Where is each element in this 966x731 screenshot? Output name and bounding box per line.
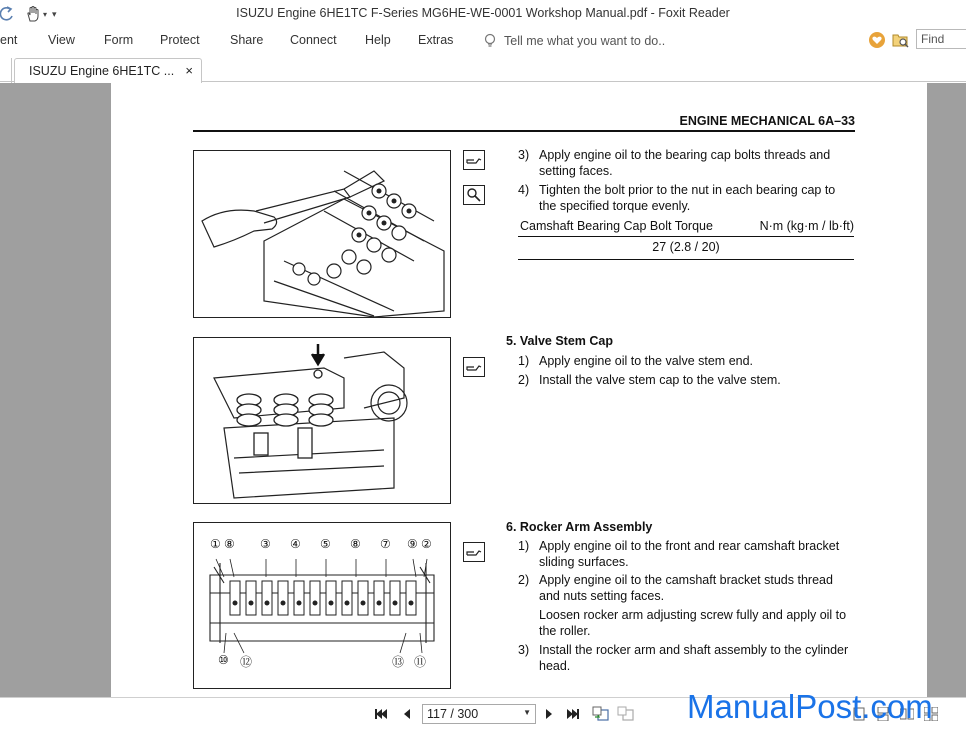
- torque-label: Camshaft Bearing Cap Bolt Torque: [520, 219, 713, 233]
- next-view-icon[interactable]: [617, 706, 635, 722]
- torque-spec-header: [520, 219, 854, 233]
- menu-form[interactable]: Form: [104, 33, 134, 47]
- last-page-icon[interactable]: [566, 707, 580, 721]
- page-dropdown-icon[interactable]: ▼: [523, 708, 531, 717]
- torque-unit: N·m (kg·m / lb·ft): [759, 219, 854, 233]
- previous-page-icon[interactable]: [400, 707, 414, 721]
- window-title: ISUZU Engine 6HE1TC F-Series MG6HE-WE-0001 Workshop Manual.pdf - Foxit Reader: [236, 6, 730, 20]
- oil-can-icon-rocker: [463, 542, 485, 562]
- tell-me-search[interactable]: [484, 33, 665, 49]
- hand-tool-dropdown-icon[interactable]: ▾: [43, 9, 48, 19]
- figure-valve-stem-cap: [193, 337, 451, 504]
- watermark-text: ManualPost.com: [687, 688, 933, 725]
- rocker-labels-top: ① ⑧ ③ ④ ⑤ ⑧ ⑦ ⑨ ②: [210, 537, 432, 551]
- menu-share[interactable]: Share: [230, 33, 264, 47]
- pdf-page: ENGINE MECHANICAL 6A–33 3) Apply engine oil to the bearing cap bolts threads and setting faces. 4) Tighten the bolt prior to the nut in each bearing cap to the specified torque evenly. Camshaft Bearing Cap Bolt Torque N·m (kg·m / lb·ft) 27 (2.8 / 20) 5. Valve Stem Cap 1) Apply engine oil to the valve stem end. 2) Install the valve stem cap to the valve stem. ① ⑧ ③ ④ ⑤ ⑧ ⑦ ⑨ ② ⑩ ⑫ ⑬ ⑪ 6. Rocker Arm Assembly 1) Apply engine oil to the front and rear camshaft bracket sliding surfaces. 2) Apply engine oil to the camshaft bracket studs thread and nuts setting faces. Loosen rocker arm adjusting screw fully and apply oil to the roller. 3) Install the rocker arm and shaft assembly to the cylinder head.: [111, 83, 927, 697]
- menu-connect[interactable]: Connect: [290, 33, 337, 47]
- first-page-icon[interactable]: [374, 707, 388, 721]
- rocker-labels-bottom: ⑩ ⑫ ⑬ ⑪: [218, 653, 427, 669]
- oil-can-icon-valve: [463, 357, 485, 377]
- torque-wrench-icon: [463, 185, 485, 205]
- menu-protect[interactable]: Protect: [160, 33, 200, 47]
- tell-me-placeholder: Tell me what you want to do..: [504, 34, 666, 48]
- page-number-text: 117 / 300: [427, 707, 479, 721]
- oil-can-icon: [463, 150, 485, 170]
- lightbulb-icon: [484, 33, 496, 49]
- torque-table-rule-top: [518, 236, 854, 237]
- page-number-input[interactable]: [422, 704, 536, 724]
- document-tab-strip: [0, 56, 966, 82]
- camshaft-torque-illustration: [194, 151, 451, 318]
- tab-left-stub[interactable]: [0, 58, 12, 83]
- tab-document[interactable]: [14, 58, 202, 83]
- menu-comment[interactable]: ent: [0, 33, 18, 47]
- valve-stem-cap-illustration: [194, 338, 451, 504]
- next-page-icon[interactable]: [542, 707, 556, 721]
- tab-label: ISUZU Engine 6HE1TC ...: [29, 64, 175, 78]
- document-viewport[interactable]: [0, 83, 966, 697]
- header-rule: [193, 130, 855, 132]
- find-input[interactable]: Find: [916, 29, 966, 49]
- page-header: ENGINE MECHANICAL 6A–33: [679, 114, 855, 128]
- section-rocker-arm-title: 6. Rocker Arm Assembly: [506, 520, 653, 534]
- menu-view[interactable]: View: [48, 33, 75, 47]
- torque-table-rule-bottom: [518, 259, 854, 260]
- figure-rocker-arm-assembly: [193, 522, 451, 689]
- section-valve-stem-cap-title: 5. Valve Stem Cap: [506, 334, 614, 348]
- menu-help[interactable]: Help: [365, 33, 391, 47]
- heart-icon[interactable]: [868, 31, 886, 49]
- torque-value: 27 (2.8 / 20): [652, 240, 720, 254]
- title-bar: [0, 0, 966, 28]
- customize-toolbar-icon[interactable]: ▾: [52, 8, 57, 19]
- menu-bar: [0, 28, 966, 56]
- figure-camshaft-torque: [193, 150, 451, 318]
- close-tab-icon[interactable]: ×: [185, 63, 193, 78]
- menu-extras[interactable]: Extras: [418, 33, 454, 47]
- previous-view-icon[interactable]: [592, 706, 610, 722]
- rocker-arm-illustration: [194, 553, 451, 663]
- search-folder-icon[interactable]: [892, 31, 910, 49]
